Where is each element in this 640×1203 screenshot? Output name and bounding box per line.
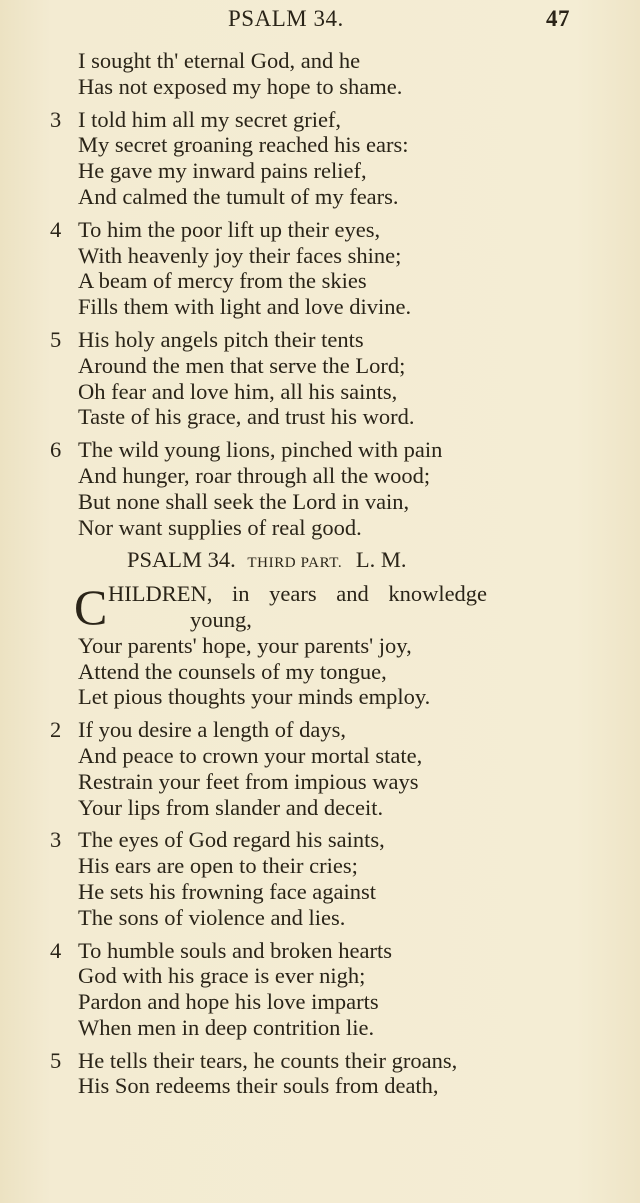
stanza-number: 5 [50,1047,62,1073]
stanza [50,107,610,210]
verse-line: Let pious thoughts your minds employ. [78,684,431,710]
verse-line: To him the poor lift up their eyes, [78,216,381,242]
verse-line: When men in deep contrition lie. [78,1014,375,1040]
verse-line: I sought th' eternal God, and he [78,48,361,73]
verse-line: But none shall seek the Lord in vain, [78,488,410,514]
verse-line: Around the men that serve the Lord; [78,352,406,378]
stanza-number: 3 [50,106,62,132]
stanza-number: 4 [50,216,62,242]
stanza [50,217,610,320]
verse-line: Attend the counsels of my tongue, [78,658,387,684]
verse-line: And peace to crown your mortal state, [78,742,423,768]
running-header [0,2,640,36]
verse-line: With heavenly joy their faces shine; [78,242,402,268]
stanza [50,827,610,930]
stanza-number: 6 [50,437,62,463]
verse-line: HILDREN, in years and knowledge [108,581,488,607]
stanza-number: 5 [50,326,62,352]
stanza [50,1048,610,1100]
page-number: 47 [546,6,570,31]
verse-line: Taste of his grace, and trust his word. [78,404,415,430]
verse-line: Pardon and hope his love imparts [78,989,379,1015]
verse-line: Oh fear and love him, all his saints, [78,378,398,404]
stanza [50,48,610,100]
verse-line: A beam of mercy from the skies [78,268,367,294]
psalm-34-third-part [50,717,610,1099]
verse-line: His ears are open to their cries; [78,853,358,879]
verse-line: Restrain your feet from impious ways [78,768,419,794]
verse-line: The eyes of God regard his saints, [78,827,385,853]
stanza-number: 2 [50,717,62,743]
verse-line: Has not exposed my hope to shame. [78,73,403,99]
verse-line: The wild young lions, pinched with pain [78,437,443,463]
stanza-number: 4 [50,937,62,963]
verse-line: And calmed the tumult of my fears. [78,183,399,209]
stanza-number: 3 [50,827,62,853]
stanza [50,717,610,820]
heading-part: THIRD PART. [247,555,343,572]
verse-line: The sons of violence and lies. [78,904,346,930]
stanza [50,437,610,540]
verse-line: And hunger, roar through all the wood; [78,462,431,488]
verse-line: If you desire a length of days, [78,717,347,743]
psalm-34-second-part [50,48,610,540]
verse-line: God with his grace is ever nigh; [78,963,366,989]
verse-line: Nor want supplies of real good. [78,514,362,540]
verse-line: To humble souls and broken hearts [78,937,392,963]
verse-line: Fills them with light and love divine. [78,294,412,320]
verse-line: He gave my inward pains relief, [78,158,367,184]
verse-line: His holy angels pitch their tents [78,326,364,352]
verse-line: He sets his frowning face against [78,878,377,904]
verse-line: Your parents' hope, your parents' joy, [78,632,412,658]
verse-line: His Son redeems their souls from death, [78,1073,439,1099]
heading-title: PSALM 34. [127,547,236,573]
stanza [50,327,610,430]
section-heading [50,547,610,577]
verse-line: He tells their tears, he counts their groans, [78,1047,458,1073]
verse-line: I told him all my secret grief, [78,106,342,132]
header-title: PSALM 34. [228,6,344,31]
hymn-text [50,48,610,1106]
stanza [50,938,610,1041]
heading-meter: L. M. [355,547,407,573]
verse-line: young, [190,606,252,632]
drop-cap: C [74,579,108,636]
verse-line: My secret groaning reached his ears: [78,132,409,158]
stanza-1 [50,581,610,710]
verse-line: Your lips from slander and deceit. [78,794,384,820]
